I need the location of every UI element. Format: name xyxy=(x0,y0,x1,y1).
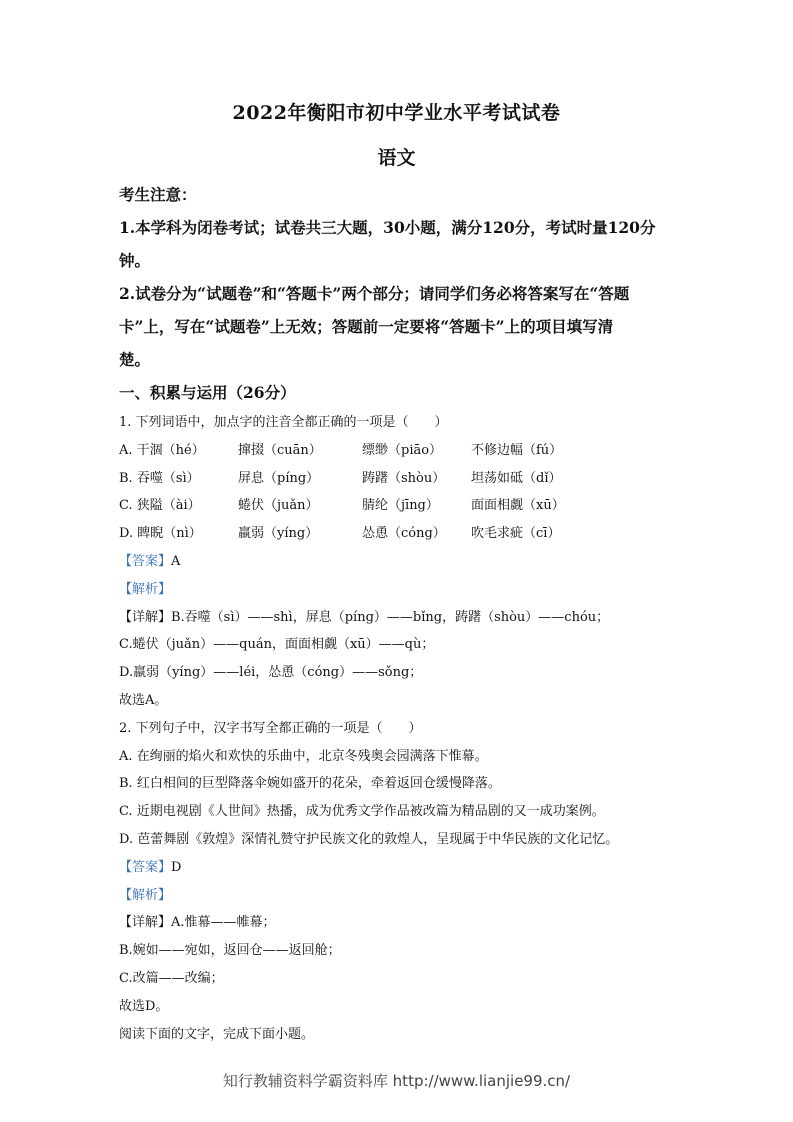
note-line: 钟。 xyxy=(119,251,151,270)
detail-line: C.蜷伏（juǎn）——quán，面面相觑（xū）——qù； xyxy=(119,637,435,653)
note-line: 2.试卷分为“试题卷”和“答题卡”两个部分；请同学们务必将答案写在“答题 xyxy=(119,284,630,303)
detail-line: 故选A。 xyxy=(119,692,168,708)
option-term: 屏息（píng） xyxy=(238,470,320,486)
option-term: B. 吞噬（sì） xyxy=(119,470,200,486)
note-line: 楚。 xyxy=(119,350,151,369)
page-title: 2022年衡阳市初中学业水平考试试卷 xyxy=(232,102,561,124)
exam-notes xyxy=(119,178,679,376)
option-term: 撺掇（cuān） xyxy=(238,442,322,458)
option-term: 面面相觑（xū） xyxy=(471,498,565,514)
question-2 xyxy=(119,715,679,1021)
option-term: 吹毛求疵（cī） xyxy=(471,526,561,542)
option-term: 踌躇（shòu） xyxy=(362,470,446,486)
detail-line: D.羸弱（yíng）——léi，怂恿（cóng）——sǒng； xyxy=(119,665,423,681)
question-1 xyxy=(119,409,679,715)
option-row-d xyxy=(119,520,679,548)
option-term: 缥缈（piāo） xyxy=(362,442,443,458)
option-term: 腈纶（jīng） xyxy=(362,498,439,514)
section-heading: 一、积累与运用（26分） xyxy=(119,383,296,402)
option-term: 坦荡如砥（dǐ） xyxy=(471,470,562,486)
option-term: 怂恿（cóng） xyxy=(362,526,446,542)
option-term: C. 狭隘（ài） xyxy=(119,498,201,514)
answer-line xyxy=(119,854,679,882)
detail-line: 【详解】A.惟幕——帷幕； xyxy=(119,915,276,931)
option-term: 不修边幅（fú） xyxy=(471,442,563,458)
option-d: D. 芭蕾舞剧《敦煌》深情礼赞守护民族文化的敦煌人，呈现属于中华民族的文化记忆。 xyxy=(119,831,619,847)
option-b: B. 红白相间的巨型降落伞婉如盛开的花朵，牵着返回仓缓慢降落。 xyxy=(119,776,501,792)
note-line: 1.本学科为闭卷考试；试卷共三大题，30小题，满分120分，考试时量120分 xyxy=(119,218,656,237)
option-term: D. 睥睨（nì） xyxy=(119,526,202,542)
question-stem: 2. 下列句子中，汉字书写全都正确的一项是（ ） xyxy=(119,720,422,736)
answer-value: D xyxy=(171,859,182,875)
footer-watermark: 知行教辅资料学霸资料库 http://www.lianjie99.cn/ xyxy=(222,1072,571,1090)
detail-line: C.改篇——改编； xyxy=(119,970,224,986)
analysis-tag: 【解析】 xyxy=(119,581,172,597)
option-c: C. 近期电视剧《人世间》热播，成为优秀文学作品被改篇为精品剧的又一成功案例。 xyxy=(119,804,605,820)
option-term: 蜷伏（juǎn） xyxy=(238,498,319,514)
option-row-b xyxy=(119,465,679,493)
analysis-tag: 【解析】 xyxy=(119,887,172,903)
option-row-a xyxy=(119,437,679,465)
answer-tag: 【答案】 xyxy=(119,553,172,569)
note-heading: 考生注意： xyxy=(119,185,197,204)
detail-line: 故选D。 xyxy=(119,998,169,1014)
answer-tag: 【答案】 xyxy=(119,859,172,875)
document-body xyxy=(119,178,679,1048)
detail-line: 【详解】B.吞噬（sì）——shì，屏息（píng）——bǐng，踌躇（shòu）——chóu； xyxy=(119,609,610,625)
note-line: 卡”上，写在“试题卷”上无效；答题前一定要将“答题卡”上的项目填写清 xyxy=(119,317,614,336)
page-subtitle: 语文 xyxy=(377,147,416,169)
analysis-line xyxy=(119,882,679,910)
analysis-line xyxy=(119,576,679,604)
question-stem: 1. 下列词语中，加点字的注音全都正确的一项是（ ） xyxy=(119,415,448,430)
detail-line: B.婉如——宛如，返回仓——返回舱； xyxy=(119,943,341,959)
answer-value: A xyxy=(171,553,181,569)
option-term: A. 干涸（hé） xyxy=(119,442,205,458)
answer-line xyxy=(119,548,679,576)
option-row-c xyxy=(119,492,679,520)
reading-instruction: 阅读下面的文字，完成下面小题。 xyxy=(119,1026,315,1042)
option-a: A. 在绚丽的焰火和欢快的乐曲中，北京冬残奥会园满落下惟幕。 xyxy=(119,748,488,764)
option-term: 羸弱（yíng） xyxy=(238,526,319,542)
